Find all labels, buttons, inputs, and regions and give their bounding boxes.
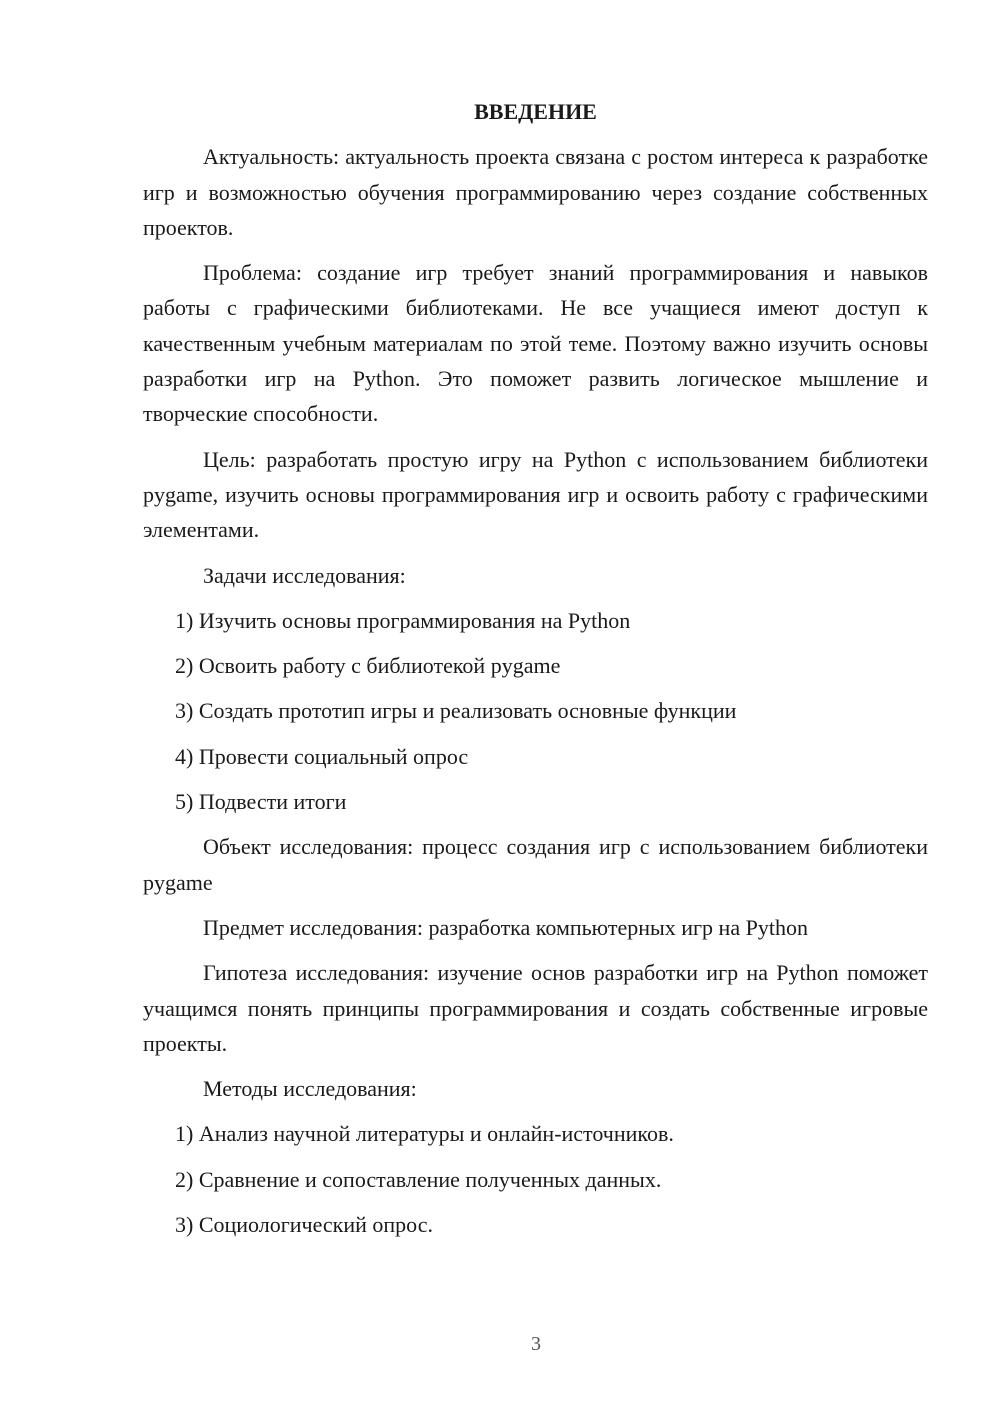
list-item: 3) Создать прототип игры и реализовать основные функции (175, 698, 737, 724)
list-item: 2) Сравнение и сопоставление полученных данных. (175, 1166, 662, 1192)
document-body (143, 94, 928, 1252)
tasks-label: Задачи исследования: (203, 562, 406, 588)
hypothesis-paragraph: Гипотеза исследования: изучение основ разработки игр на Python поможет учащимся понять принципы программирования и создать собственные игровые проекты. (143, 960, 928, 1056)
methods-label: Методы исследования: (203, 1076, 417, 1102)
page-number: 3 (531, 1333, 541, 1355)
section-title: ВВЕДЕНИЕ (474, 99, 597, 124)
list-item: 4) Провести социальный опрос (175, 743, 469, 769)
goal-paragraph: Цель: разработать простую игру на Python с использованием библиотеки pygame, изучить основы программирования игр и освоить работу с графическими элементами. (143, 446, 928, 543)
tasks-list (143, 603, 928, 819)
list-item: 5) Подвести итоги (175, 789, 347, 815)
list-item: 2) Освоить работу с библиотекой pygame (175, 653, 561, 679)
subject-paragraph: Предмет исследования: разработка компьютерных игр на Python (203, 914, 808, 940)
list-item: 1) Изучить основы программирования на Python (175, 607, 631, 633)
list-item: 1) Анализ научной литературы и онлайн-источников. (175, 1121, 674, 1147)
problem-paragraph: Проблема: создание игр требует знаний программирования и навыков работы с графическими библиотеками. Не все учащиеся имеют доступ к качественным учебным материалам по этой теме. Поэтому важно изучить основы разработки игр на Python. Это поможет развить логическое мышление и творческие способности. (143, 260, 928, 427)
list-item: 3) Социологический опрос. (175, 1212, 433, 1238)
relevance-paragraph: Актуальность: актуальность проекта связана с ростом интереса к разработке игр и возможностью обучения программированию через создание собственных проектов. (143, 144, 928, 240)
object-paragraph: Объект исследования: процесс создания игр с использованием библиотеки pygame (143, 834, 928, 895)
methods-list (143, 1116, 928, 1242)
